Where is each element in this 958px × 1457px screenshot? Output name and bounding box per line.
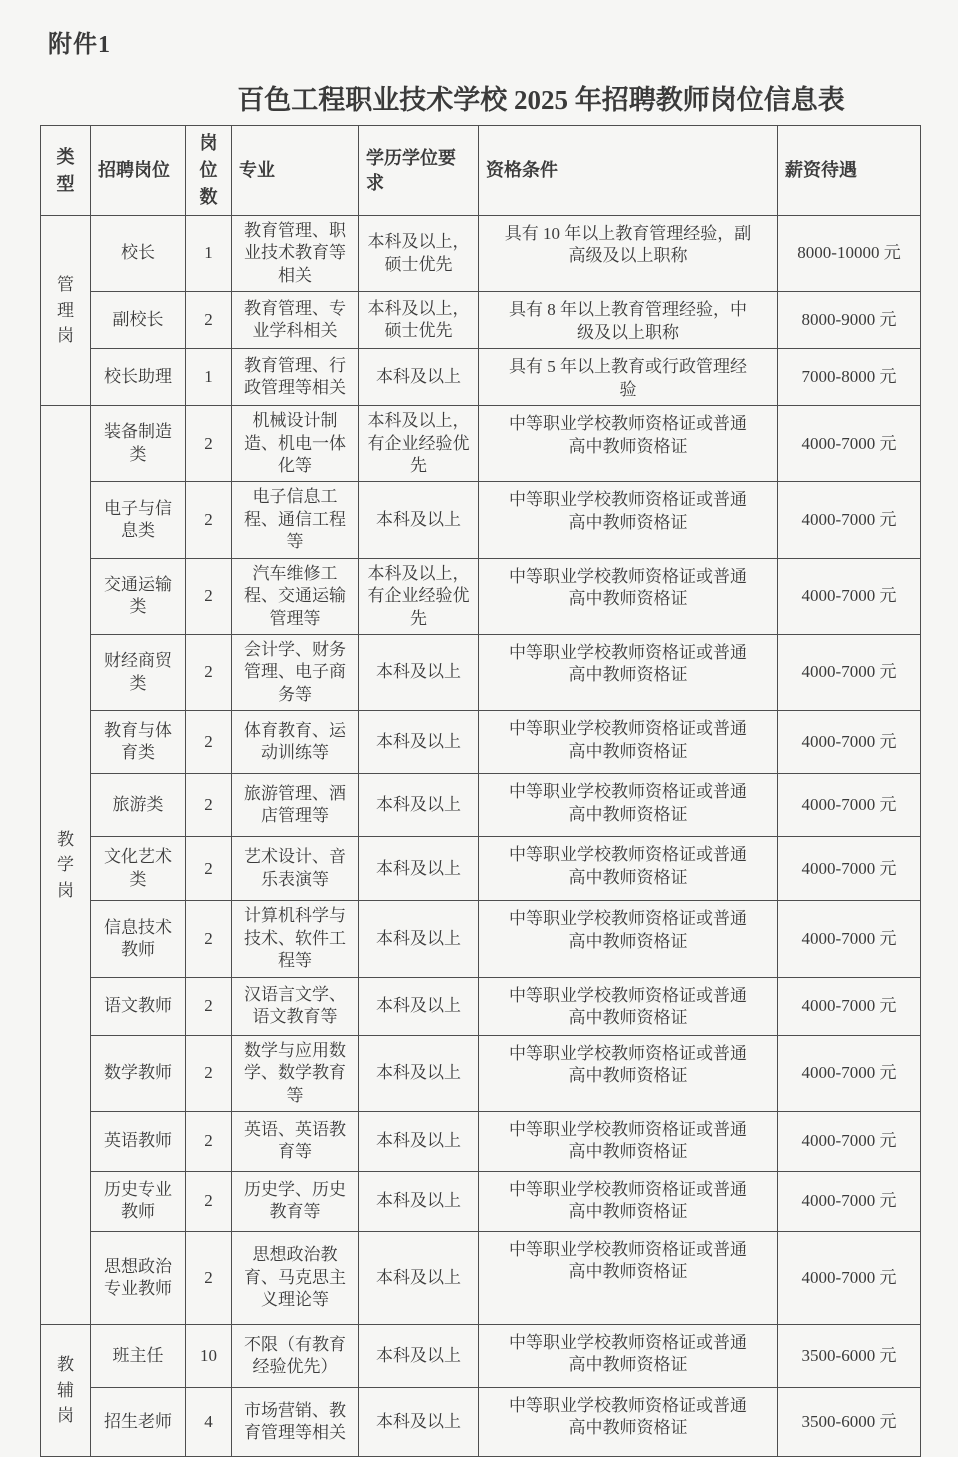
major-cell-text: 数学与应用数学、数学教育等	[244, 1040, 346, 1105]
education-cell-text: 本科及以上	[376, 662, 461, 682]
count-cell	[186, 558, 232, 634]
qualification-cell	[479, 1324, 778, 1387]
salary-cell-text: 4000-7000 元	[801, 1191, 897, 1211]
major-cell	[232, 1324, 359, 1387]
qualification-cell	[479, 482, 778, 558]
group-type-cell	[41, 406, 91, 1325]
position-cell-text: 英语教师	[104, 1131, 172, 1151]
salary-cell	[778, 406, 921, 482]
header-position: 招聘岗位	[91, 126, 186, 216]
count-cell-text: 2	[204, 795, 213, 815]
salary-cell	[778, 216, 921, 292]
table-row	[41, 711, 921, 774]
position-cell-text: 文化艺术类	[104, 847, 172, 889]
major-cell-text: 市场营销、教育管理等相关	[244, 1400, 346, 1442]
education-cell-text: 本科及以上	[376, 1191, 461, 1211]
table-row	[41, 1231, 921, 1324]
count-cell-text: 2	[204, 662, 213, 682]
education-cell-text: 本科及以上	[376, 509, 461, 529]
qualification-cell	[479, 1171, 778, 1231]
count-cell-text: 2	[204, 1191, 213, 1211]
position-cell	[91, 1035, 186, 1111]
count-cell	[186, 837, 232, 901]
salary-cell	[778, 1111, 921, 1171]
major-cell	[232, 1171, 359, 1231]
qualification-cell	[479, 406, 778, 482]
count-cell-text: 2	[204, 1131, 213, 1151]
salary-cell	[778, 292, 921, 349]
attachment-label: 附件1	[48, 32, 111, 58]
position-cell-text: 校长	[121, 243, 155, 263]
count-cell-text: 2	[204, 928, 213, 948]
position-cell-text: 旅游类	[112, 795, 164, 815]
position-cell-text: 副校长	[112, 310, 164, 330]
education-cell-text: 本科及以上，硕士优先	[367, 298, 470, 341]
salary-cell-text: 4000-7000 元	[801, 586, 897, 606]
salary-cell	[778, 482, 921, 558]
salary-cell-text: 8000-9000 元	[801, 310, 897, 330]
education-cell	[359, 711, 479, 774]
major-cell-text: 思想政治教育、马克思主义理论等	[244, 1245, 346, 1310]
major-cell-text: 教育管理、职业技术教育等相关	[244, 221, 346, 285]
qualification-cell	[479, 292, 778, 349]
major-cell	[232, 1387, 359, 1456]
qualification-cell	[479, 774, 778, 837]
count-cell	[186, 1324, 232, 1387]
position-cell-text: 数学教师	[104, 1063, 172, 1083]
position-cell-text: 思想政治专业教师	[104, 1256, 172, 1298]
position-cell-text: 电子与信息类	[104, 498, 172, 541]
salary-cell-text: 4000-7000 元	[801, 1131, 897, 1151]
qualification-cell	[479, 558, 778, 634]
education-cell	[359, 482, 479, 558]
major-cell-text: 历史学、历史教育等	[244, 1180, 346, 1222]
count-cell	[186, 216, 232, 292]
salary-cell	[778, 837, 921, 901]
qualification-cell-text: 具有 5 年以上教育或行政管理经验	[509, 357, 747, 399]
count-cell-text: 2	[204, 310, 213, 330]
education-cell-text: 本科及以上	[376, 995, 461, 1015]
education-cell	[359, 558, 479, 634]
qualification-cell-text: 中等职业学校教师资格证或普通高中教师资格证	[509, 1239, 747, 1282]
major-cell-text: 汉语言文学、语文教育等	[244, 984, 346, 1027]
qualification-cell-text: 中等职业学校教师资格证或普通高中教师资格证	[509, 782, 747, 824]
salary-cell-text: 4000-7000 元	[801, 795, 897, 815]
salary-cell-text: 4000-7000 元	[801, 662, 897, 682]
salary-cell-text: 3500-6000 元	[801, 1411, 897, 1431]
count-cell-text: 2	[204, 995, 213, 1015]
qualification-cell	[479, 901, 778, 977]
count-cell-text: 2	[204, 732, 213, 752]
education-cell	[359, 406, 479, 482]
qualification-cell	[479, 1387, 778, 1456]
education-cell	[359, 1324, 479, 1387]
qualification-cell-text: 中等职业学校教师资格证或普通高中教师资格证	[509, 845, 747, 887]
count-cell-text: 2	[204, 433, 213, 453]
education-cell-text: 本科及以上	[376, 1131, 461, 1151]
count-cell	[186, 1231, 232, 1324]
count-cell	[186, 901, 232, 977]
education-cell	[359, 349, 479, 406]
salary-cell-text: 4000-7000 元	[801, 858, 897, 878]
count-cell-text: 2	[204, 586, 213, 606]
qualification-cell-text: 中等职业学校教师资格证或普通高中教师资格证	[509, 414, 747, 456]
header-count	[186, 126, 232, 216]
table-row	[41, 558, 921, 634]
education-cell-text: 本科及以上	[376, 858, 461, 878]
position-cell	[91, 558, 186, 634]
salary-cell-text: 4000-7000 元	[801, 995, 897, 1015]
count-cell-text: 2	[204, 1063, 213, 1083]
position-cell	[91, 977, 186, 1035]
major-cell	[232, 558, 359, 634]
education-cell	[359, 292, 479, 349]
position-cell	[91, 901, 186, 977]
header-education: 学历学位要求	[359, 126, 479, 216]
education-cell-text: 本科及以上	[376, 1063, 461, 1083]
qualification-cell-text: 中等职业学校教师资格证或普通高中教师资格证	[509, 1179, 747, 1222]
position-cell	[91, 1387, 186, 1456]
major-cell	[232, 901, 359, 977]
salary-cell-text: 4000-7000 元	[801, 433, 897, 453]
salary-cell-text: 4000-7000 元	[801, 1063, 897, 1083]
qualification-cell-text: 中等职业学校教师资格证或普通高中教师资格证	[509, 1043, 747, 1086]
position-cell	[91, 349, 186, 406]
count-cell	[186, 482, 232, 558]
count-cell-text: 1	[204, 366, 213, 386]
education-cell-text: 本科及以上	[376, 795, 461, 815]
education-cell-text: 本科及以上	[376, 1345, 461, 1365]
education-cell	[359, 216, 479, 292]
qualification-cell	[479, 977, 778, 1035]
count-cell	[186, 1035, 232, 1111]
header-type-label: 类型	[56, 146, 75, 194]
position-cell-text: 历史专业教师	[104, 1180, 172, 1222]
qualification-cell-text: 中等职业学校教师资格证或普通高中教师资格证	[509, 1119, 747, 1162]
qualification-cell-text: 中等职业学校教师资格证或普通高中教师资格证	[509, 1332, 747, 1375]
qualification-cell	[479, 1035, 778, 1111]
count-cell-text: 10	[200, 1345, 217, 1365]
position-cell	[91, 711, 186, 774]
major-cell	[232, 292, 359, 349]
salary-cell	[778, 1387, 921, 1456]
major-cell	[232, 349, 359, 406]
major-cell	[232, 837, 359, 901]
education-cell	[359, 977, 479, 1035]
count-cell	[186, 1387, 232, 1456]
table-row	[41, 349, 921, 406]
header-major: 专业	[232, 126, 359, 216]
table-row	[41, 482, 921, 558]
major-cell-text: 旅游管理、酒店管理等	[244, 783, 346, 826]
education-cell	[359, 635, 479, 711]
major-cell	[232, 1231, 359, 1324]
table-row	[41, 216, 921, 292]
major-cell-text: 艺术设计、音乐表演等	[244, 847, 346, 889]
salary-cell	[778, 635, 921, 711]
position-cell	[91, 406, 186, 482]
group-type-label: 教辅岗	[56, 1355, 74, 1426]
qualification-cell-text: 中等职业学校教师资格证或普通高中教师资格证	[509, 643, 747, 685]
position-cell-text: 教育与体育类	[104, 720, 172, 763]
qualification-cell-text: 中等职业学校教师资格证或普通高中教师资格证	[509, 719, 747, 761]
position-cell-text: 校长助理	[104, 366, 172, 386]
position-cell	[91, 1231, 186, 1324]
major-cell-text: 计算机科学与技术、软件工程等	[244, 906, 346, 971]
table-row	[41, 1171, 921, 1231]
salary-cell-text: 3500-6000 元	[801, 1345, 897, 1365]
major-cell-text: 教育管理、专业学科相关	[244, 298, 346, 341]
group-type-label: 教学岗	[56, 829, 74, 900]
salary-cell	[778, 1231, 921, 1324]
major-cell	[232, 482, 359, 558]
education-cell	[359, 774, 479, 837]
education-cell-text: 本科及以上，有企业经验优先	[367, 563, 470, 628]
table-row	[41, 1387, 921, 1456]
table-row	[41, 292, 921, 349]
education-cell-text: 本科及以上，硕士优先	[367, 232, 470, 274]
qualification-cell	[479, 837, 778, 901]
qualification-cell	[479, 216, 778, 292]
position-cell-text: 招生老师	[104, 1411, 172, 1431]
position-cell-text: 交通运输类	[104, 574, 172, 617]
page-title: 百色工程职业技术学校 2025 年招聘教师岗位信息表	[237, 85, 845, 115]
count-cell	[186, 774, 232, 837]
salary-cell-text: 4000-7000 元	[801, 732, 897, 752]
table-row	[41, 837, 921, 901]
education-cell-text: 本科及以上	[376, 732, 461, 752]
salary-cell	[778, 349, 921, 406]
major-cell	[232, 1111, 359, 1171]
count-cell	[186, 1171, 232, 1231]
major-cell	[232, 406, 359, 482]
count-cell-text: 2	[204, 509, 213, 529]
count-cell	[186, 406, 232, 482]
qualification-cell-text: 中等职业学校教师资格证或普通高中教师资格证	[509, 490, 747, 532]
qualification-cell-text: 中等职业学校教师资格证或普通高中教师资格证	[509, 1395, 747, 1438]
header-salary: 薪资待遇	[778, 126, 921, 216]
position-cell-text: 装备制造类	[104, 422, 172, 464]
salary-cell	[778, 1035, 921, 1111]
education-cell-text: 本科及以上	[376, 1267, 461, 1287]
table-row	[41, 635, 921, 711]
position-cell	[91, 292, 186, 349]
salary-cell	[778, 558, 921, 634]
salary-cell	[778, 977, 921, 1035]
salary-cell	[778, 1324, 921, 1387]
count-cell	[186, 1111, 232, 1171]
salary-cell-text: 4000-7000 元	[801, 1267, 897, 1287]
position-cell	[91, 774, 186, 837]
education-cell	[359, 901, 479, 977]
education-cell-text: 本科及以上	[376, 366, 461, 386]
major-cell	[232, 774, 359, 837]
table-row	[41, 901, 921, 977]
position-cell	[91, 1171, 186, 1231]
qualification-cell	[479, 711, 778, 774]
major-cell-text: 英语、英语教育等	[244, 1120, 346, 1162]
header-type	[41, 126, 91, 216]
qualification-cell-text: 具有 10 年以上教育管理经验，副高级及以上职称	[504, 224, 752, 266]
salary-cell	[778, 774, 921, 837]
salary-cell	[778, 901, 921, 977]
group-type-cell	[41, 1324, 91, 1456]
count-cell	[186, 349, 232, 406]
salary-cell-text: 8000-10000 元	[797, 243, 901, 263]
count-cell	[186, 635, 232, 711]
table-row	[41, 774, 921, 837]
salary-cell	[778, 1171, 921, 1231]
major-cell-text: 教育管理、行政管理等相关	[244, 355, 346, 398]
group-type-label: 管理岗	[56, 275, 74, 346]
position-cell-text: 财经商贸类	[104, 651, 172, 693]
position-cell	[91, 216, 186, 292]
count-cell	[186, 711, 232, 774]
position-cell-text: 班主任	[112, 1345, 164, 1365]
education-cell	[359, 837, 479, 901]
header-row	[41, 126, 921, 216]
major-cell-text: 电子信息工程、通信工程等	[244, 487, 346, 552]
major-cell-text: 机械设计制造、机电一体化等	[244, 411, 346, 475]
education-cell-text: 本科及以上	[376, 928, 461, 948]
qualification-cell-text: 中等职业学校教师资格证或普通高中教师资格证	[509, 909, 747, 951]
major-cell-text: 汽车维修工程、交通运输管理等	[244, 563, 346, 628]
qualification-cell-text: 中等职业学校教师资格证或普通高中教师资格证	[509, 566, 747, 609]
group-type-cell	[41, 216, 91, 406]
qualification-cell	[479, 635, 778, 711]
major-cell	[232, 635, 359, 711]
education-cell	[359, 1231, 479, 1324]
count-cell-text: 2	[204, 1267, 213, 1287]
position-cell	[91, 482, 186, 558]
qualification-cell-text: 中等职业学校教师资格证或普通高中教师资格证	[509, 985, 747, 1028]
position-cell	[91, 1111, 186, 1171]
position-cell	[91, 635, 186, 711]
table-row	[41, 1324, 921, 1387]
education-cell	[359, 1387, 479, 1456]
header-qualification: 资格条件	[479, 126, 778, 216]
major-cell	[232, 216, 359, 292]
count-cell	[186, 977, 232, 1035]
count-cell-text: 1	[204, 243, 213, 263]
qualification-cell	[479, 349, 778, 406]
qualification-cell	[479, 1111, 778, 1171]
table-row	[41, 977, 921, 1035]
count-cell-text: 2	[204, 858, 213, 878]
count-cell	[186, 292, 232, 349]
education-cell-text: 本科及以上	[376, 1411, 461, 1431]
qualification-cell	[479, 1231, 778, 1324]
header-count-label: 岗位数	[199, 133, 218, 207]
major-cell-text: 体育教育、运动训练等	[244, 720, 346, 763]
table-row	[41, 1035, 921, 1111]
major-cell-text: 会计学、财务管理、电子商务等	[244, 640, 346, 704]
major-cell	[232, 711, 359, 774]
major-cell-text: 不限（有教育经验优先）	[244, 1334, 346, 1376]
major-cell	[232, 977, 359, 1035]
education-cell	[359, 1111, 479, 1171]
qualification-cell-text: 具有 8 年以上教育管理经验，中级及以上职称	[509, 300, 747, 342]
education-cell	[359, 1171, 479, 1231]
education-cell	[359, 1035, 479, 1111]
position-cell-text: 信息技术教师	[104, 917, 172, 959]
position-cell	[91, 837, 186, 901]
salary-cell	[778, 711, 921, 774]
salary-cell-text: 4000-7000 元	[801, 928, 897, 948]
salary-cell-text: 4000-7000 元	[801, 509, 897, 529]
education-cell-text: 本科及以上，有企业经验优先	[367, 411, 470, 475]
job-positions-table	[40, 125, 921, 1457]
major-cell	[232, 1035, 359, 1111]
position-cell-text: 语文教师	[104, 995, 172, 1015]
table-row	[41, 406, 921, 482]
salary-cell-text: 7000-8000 元	[801, 366, 897, 386]
count-cell-text: 4	[204, 1411, 213, 1431]
position-cell	[91, 1324, 186, 1387]
table-row	[41, 1111, 921, 1171]
